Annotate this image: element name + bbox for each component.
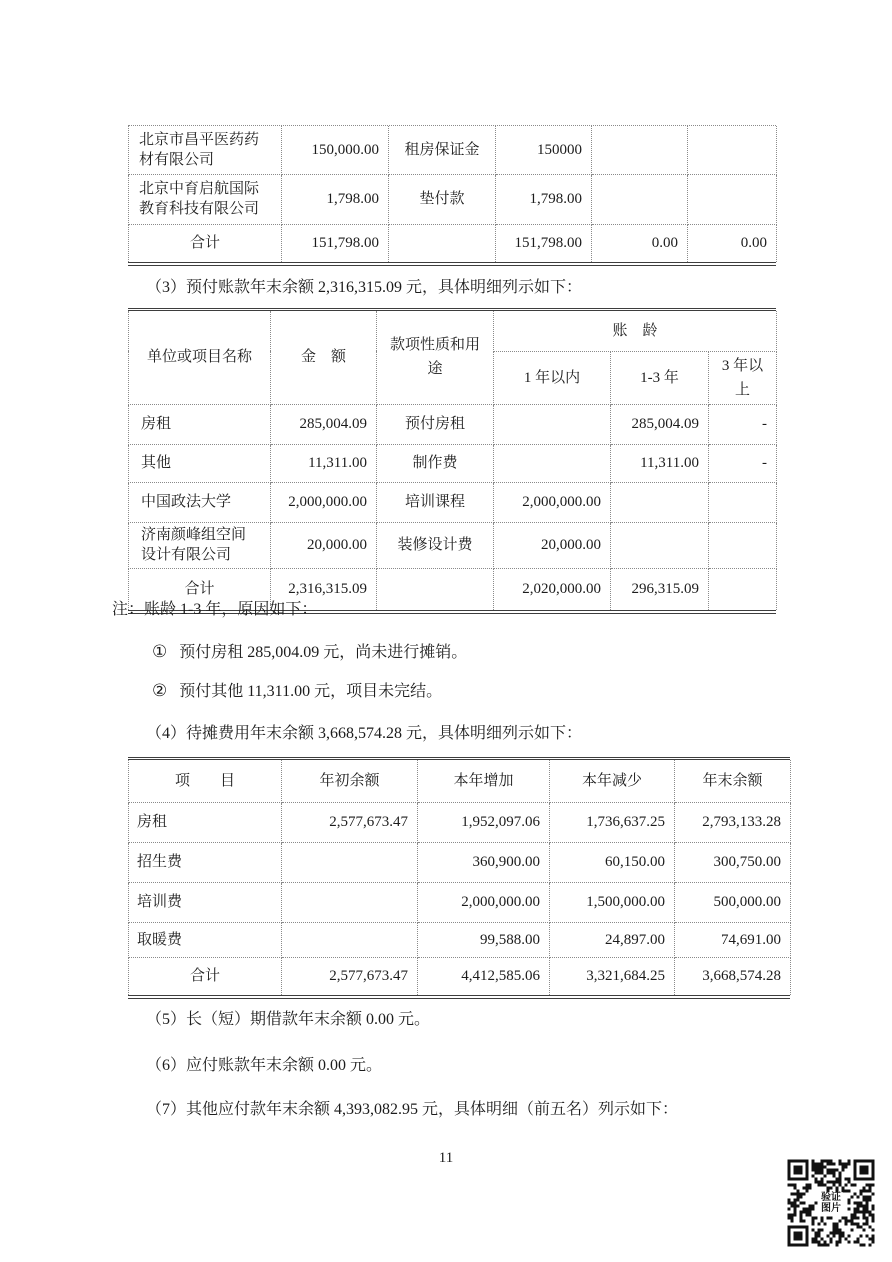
note-item bbox=[152, 642, 467, 662]
table-row bbox=[129, 842, 791, 882]
cell-amount bbox=[494, 404, 611, 444]
table-row bbox=[129, 404, 777, 444]
qr-center-label: 验证图片 bbox=[821, 1192, 841, 1214]
cell-amount: 99,588.00 bbox=[418, 922, 550, 957]
cell-amount bbox=[709, 568, 777, 610]
cell-total-label: 合计 bbox=[129, 568, 271, 610]
table-row bbox=[129, 126, 777, 174]
cell-amount: 0.00 bbox=[592, 224, 688, 262]
cell-amount: 285,004.09 bbox=[271, 404, 377, 444]
table-header-row bbox=[129, 760, 791, 802]
cell-amount: 24,897.00 bbox=[550, 922, 675, 957]
header-1-3y: 1-3 年 bbox=[611, 351, 709, 404]
cell-amount bbox=[494, 444, 611, 482]
header-over-3y: 3 年以上 bbox=[709, 351, 777, 404]
cell-amount bbox=[611, 522, 709, 568]
cell-amount bbox=[611, 482, 709, 522]
header-amount: 金 额 bbox=[271, 311, 377, 404]
page-number: 11 bbox=[438, 1150, 454, 1166]
cell-amount bbox=[688, 174, 777, 224]
prepaid-accounts-table bbox=[128, 308, 776, 614]
cell-item: 房租 bbox=[129, 802, 282, 842]
cell-nature bbox=[377, 568, 494, 610]
qr-code bbox=[787, 1159, 875, 1247]
table-row bbox=[129, 522, 777, 568]
cell-nature: 制作费 bbox=[377, 444, 494, 482]
cell-amount: 74,691.00 bbox=[675, 922, 791, 957]
cell-amount: 2,000,000.00 bbox=[494, 482, 611, 522]
cell-amount: 3,321,684.25 bbox=[550, 957, 675, 995]
table-row bbox=[129, 802, 791, 842]
note-item-text: 预付房租 285,004.09 元，尚未进行摊销。 bbox=[179, 644, 468, 661]
cell-total-label: 合计 bbox=[129, 957, 282, 995]
note-item bbox=[152, 681, 442, 701]
cell-amount: 2,577,673.47 bbox=[282, 957, 418, 995]
cell-amount: - bbox=[709, 404, 777, 444]
header-nature: 款项性质和用途 bbox=[377, 311, 494, 404]
paragraph-accounts-payable: （6）应付账款年末余额 0.00 元。 bbox=[146, 1057, 383, 1074]
header-aging-group: 账 龄 bbox=[494, 311, 777, 351]
table-row bbox=[129, 444, 777, 482]
cell-item: 济南颜峰组空间设计有限公司 bbox=[129, 522, 271, 568]
cell-amount bbox=[592, 126, 688, 174]
header-decrease: 本年减少 bbox=[550, 760, 675, 802]
cell-amount: 1,798.00 bbox=[282, 174, 389, 224]
table-total-row bbox=[129, 224, 777, 262]
header-unit-name: 单位或项目名称 bbox=[129, 311, 271, 404]
cell-amount: 2,793,133.28 bbox=[675, 802, 791, 842]
cell-amount: 2,577,673.47 bbox=[282, 802, 418, 842]
cell-amount: 11,311.00 bbox=[611, 444, 709, 482]
cell-amount: 4,412,585.06 bbox=[418, 957, 550, 995]
cell-amount: 20,000.00 bbox=[494, 522, 611, 568]
cell-amount: 150000 bbox=[496, 126, 592, 174]
cell-item: 中国政法大学 bbox=[129, 482, 271, 522]
cell-amount: - bbox=[709, 444, 777, 482]
cell-amount bbox=[282, 842, 418, 882]
paragraph-loans: （5）长（短）期借款年末余额 0.00 元。 bbox=[146, 1011, 431, 1028]
table-total-row bbox=[129, 957, 791, 995]
cell-amount bbox=[709, 522, 777, 568]
paragraph-prepaid-accounts: （3）预付账款年末余额 2,316,315.09 元，具体明细列示如下： bbox=[146, 279, 583, 296]
cell-amount: 2,000,000.00 bbox=[271, 482, 377, 522]
cell-amount bbox=[592, 174, 688, 224]
cell-amount: 2,316,315.09 bbox=[271, 568, 377, 610]
cell-amount: 1,500,000.00 bbox=[550, 882, 675, 922]
cell-amount: 2,020,000.00 bbox=[494, 568, 611, 610]
table-header-row bbox=[129, 311, 777, 351]
circled-1-marker: ① bbox=[152, 642, 168, 661]
cell-amount: 150,000.00 bbox=[282, 126, 389, 174]
cell-nature bbox=[389, 224, 496, 262]
cell-amount: 300,750.00 bbox=[675, 842, 791, 882]
cell-amount: 0.00 bbox=[688, 224, 777, 262]
cell-amount: 60,150.00 bbox=[550, 842, 675, 882]
circled-2-marker: ② bbox=[152, 681, 168, 700]
cell-amount bbox=[709, 482, 777, 522]
paragraph-other-payables: （7）其他应付款年末余额 4,393,082.95 元，具体明细（前五名）列示如下： bbox=[146, 1101, 679, 1118]
cell-amount: 151,798.00 bbox=[496, 224, 592, 262]
cell-amount: 1,798.00 bbox=[496, 174, 592, 224]
note-item-text: 预付其他 11,311.00 元，项目未完结。 bbox=[179, 683, 443, 700]
table-row bbox=[129, 882, 791, 922]
cell-amount: 3,668,574.28 bbox=[675, 957, 791, 995]
cell-amount: 1,736,637.25 bbox=[550, 802, 675, 842]
cell-nature: 装修设计费 bbox=[377, 522, 494, 568]
cell-amount: 285,004.09 bbox=[611, 404, 709, 444]
table-row bbox=[129, 174, 777, 224]
cell-unit-name: 北京中育启航国际教育科技有限公司 bbox=[129, 174, 282, 224]
cell-nature: 预付房租 bbox=[377, 404, 494, 444]
deferred-expenses-table bbox=[128, 757, 790, 999]
cell-amount bbox=[282, 882, 418, 922]
cell-nature: 垫付款 bbox=[389, 174, 496, 224]
cell-total-label: 合计 bbox=[129, 224, 282, 262]
cell-amount: 2,000,000.00 bbox=[418, 882, 550, 922]
cell-amount bbox=[688, 126, 777, 174]
cell-item: 其他 bbox=[129, 444, 271, 482]
cell-item: 取暖费 bbox=[129, 922, 282, 957]
cell-amount: 296,315.09 bbox=[611, 568, 709, 610]
cell-amount: 20,000.00 bbox=[271, 522, 377, 568]
cell-amount: 11,311.00 bbox=[271, 444, 377, 482]
table-row bbox=[129, 482, 777, 522]
cell-amount: 1,952,097.06 bbox=[418, 802, 550, 842]
carryover-detail-table bbox=[128, 125, 776, 266]
cell-nature: 租房保证金 bbox=[389, 126, 496, 174]
header-within-1y: 1 年以内 bbox=[494, 351, 611, 404]
cell-item: 房租 bbox=[129, 404, 271, 444]
header-increase: 本年增加 bbox=[418, 760, 550, 802]
table-row bbox=[129, 922, 791, 957]
cell-unit-name: 北京市昌平医药药材有限公司 bbox=[129, 126, 282, 174]
header-opening-balance: 年初余额 bbox=[282, 760, 418, 802]
cell-amount: 500,000.00 bbox=[675, 882, 791, 922]
paragraph-deferred-expenses: （4）待摊费用年末余额 3,668,574.28 元，具体明细列示如下： bbox=[146, 725, 583, 742]
cell-amount: 151,798.00 bbox=[282, 224, 389, 262]
cell-amount bbox=[282, 922, 418, 957]
cell-item: 招生费 bbox=[129, 842, 282, 882]
cell-nature: 培训课程 bbox=[377, 482, 494, 522]
header-closing-balance: 年末余额 bbox=[675, 760, 791, 802]
header-item: 项 目 bbox=[129, 760, 282, 802]
cell-item: 培训费 bbox=[129, 882, 282, 922]
note-heading: 注：账龄 1-3 年，原因如下： bbox=[112, 601, 318, 618]
cell-amount: 360,900.00 bbox=[418, 842, 550, 882]
